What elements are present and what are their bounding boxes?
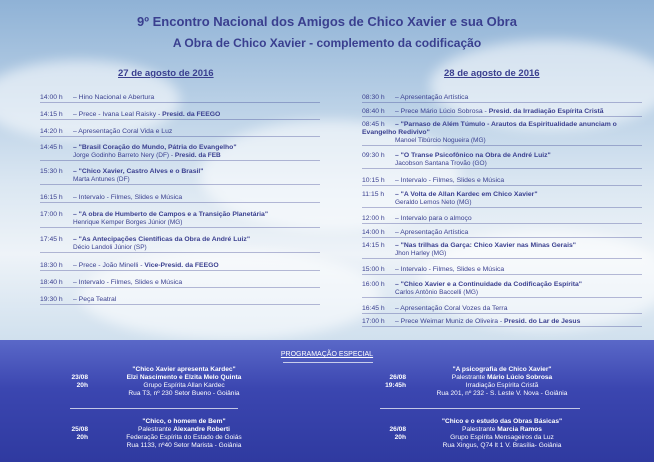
speaker-prefix: Palestrante: [462, 426, 498, 433]
schedule-row: [362, 281, 642, 298]
schedule-row: [362, 229, 642, 238]
schedule-time: 14:15 h: [362, 242, 385, 249]
speaker-prefix: Palestrante: [451, 374, 487, 381]
schedule-time: 14:00 h: [362, 229, 385, 236]
schedule-text: – Apresentação Artística: [395, 94, 469, 101]
schedule-highlight: – "As Antecipações Científicas da Obra de André Luiz": [73, 236, 251, 243]
schedule-time: 08:45 h: [362, 121, 385, 128]
schedule-row: [40, 262, 320, 271]
schedule-time: 14:20 h: [40, 128, 63, 135]
schedule-row: [40, 211, 320, 228]
schedule-time: 14:45 h: [40, 144, 63, 151]
schedule-highlight: – "Chico Xavier e a Continuidade da Codificação Espírita": [395, 281, 582, 288]
schedule-text: – Apresentação Coral Vida e Luz: [73, 128, 173, 135]
schedule-time: 19:30 h: [40, 296, 63, 303]
event-time: 20h: [394, 434, 406, 441]
schedule-row: [40, 194, 320, 203]
schedule-row: [362, 305, 642, 314]
schedule-row: [40, 94, 320, 103]
schedule-row: [362, 215, 642, 224]
schedule-row: [40, 296, 320, 305]
event-date: 26/08: [389, 374, 406, 381]
special-event: [378, 366, 598, 406]
title-divider: [283, 362, 373, 363]
event-date: 23/08: [71, 374, 88, 381]
speaker-name: Carlos Antônio Baccelli (MG): [395, 289, 479, 296]
event-details: [94, 418, 274, 450]
event-address: Rua 201, nº 232 - S. Leste V. Nova - Goiânia: [436, 390, 568, 397]
event-datetime: [378, 374, 406, 390]
schedule-time: 10:15 h: [362, 177, 385, 184]
schedule-time: 15:00 h: [362, 266, 385, 273]
event-speaker: [94, 374, 274, 382]
event-time: 19:45h: [385, 382, 406, 389]
event-details: [412, 418, 592, 450]
event-time: 20h: [76, 434, 88, 441]
schedule-row: [362, 191, 642, 208]
schedule-time: 15:30 h: [40, 168, 63, 175]
schedule-row: [362, 177, 642, 186]
schedule-text: – Apresentação Coral Vozes da Terra: [395, 305, 508, 312]
schedule-time: 17:45 h: [40, 236, 63, 243]
event-venue: Grupo Espírita Mensageiros da Luz: [450, 434, 554, 441]
event-venue: Federação Espírita do Estado de Goiás: [126, 434, 242, 441]
speaker-name: Marcia Ramos: [497, 426, 542, 433]
schedule-speaker: [362, 199, 642, 207]
event-venue: Irradiação Espírita Cristã: [465, 382, 539, 389]
speaker-name: Jorge Godinho Barreto Nery (DF) -: [73, 152, 175, 159]
event-speaker: [94, 426, 274, 434]
schedule-time: 16:45 h: [362, 305, 385, 312]
schedule-row: [40, 144, 320, 161]
schedule-speaker: [362, 289, 642, 297]
schedule-highlight: Presid. da Irradiação Espírita Cristã: [488, 108, 604, 115]
schedule-speaker: [362, 137, 642, 145]
schedule-speaker: [40, 244, 320, 252]
schedule-row: [40, 279, 320, 288]
event-subtitle: A Obra de Chico Xavier - complemento da codificação: [172, 36, 482, 50]
event-date: 26/08: [389, 426, 406, 433]
speaker-name: Mário Lúcio Sobrosa: [486, 374, 553, 381]
event-time: 20h: [76, 382, 88, 389]
event-datetime: [60, 426, 88, 442]
special-event: [60, 366, 280, 406]
speaker-name: Alexandre Roberti: [173, 426, 230, 433]
schedule-row: [40, 128, 320, 137]
speaker-role: Presid. da FEB: [174, 152, 221, 159]
event-venue: Grupo Espírita Allan Kardec: [143, 382, 225, 389]
event-datetime: [60, 374, 88, 390]
schedule-time: 08:40 h: [362, 108, 385, 115]
schedule-speaker: [40, 219, 320, 227]
schedule-time: 17:00 h: [362, 318, 385, 325]
event-divider: [380, 408, 580, 409]
schedule-row: [362, 242, 642, 259]
schedule-time: 17:00 h: [40, 211, 63, 218]
schedule-text: – Intervalo para o almoço: [395, 215, 472, 222]
event-divider: [70, 408, 238, 409]
schedule-time: 16:15 h: [40, 194, 63, 201]
speaker-prefix: Palestrante: [138, 426, 174, 433]
schedule-time: 09:30 h: [362, 152, 385, 159]
speaker-name: Geraldo Lemos Neto (MG): [395, 199, 472, 206]
speaker-name: Henrique Kemper Borges Júnior (MG): [73, 219, 183, 226]
event-address: Rua 1133, nº40 Setor Marista - Goiânia: [126, 442, 242, 449]
event-date: 25/08: [71, 426, 88, 433]
schedule-row: [362, 318, 642, 327]
event-title: "A psicografia de Chico Xavier": [452, 366, 552, 373]
schedule-time: 18:30 h: [40, 262, 63, 269]
schedule-text: – Prece - Ivana Leal Raisky -: [73, 111, 163, 118]
event-address: Rua Xingus, Q74 lt 1 V. Brasília- Goiânia: [442, 442, 562, 449]
schedule-highlight: – "Chico Xavier, Castro Alves e o Brasil": [73, 168, 204, 175]
schedule-highlight: – "O Transe Psicofônico na Obra de André Luiz": [395, 152, 551, 159]
schedule-text: – Intervalo - Filmes, Slides e Música: [73, 279, 183, 286]
schedule-text: – Intervalo - Filmes, Slides e Música: [73, 194, 183, 201]
schedule-row: [362, 266, 642, 275]
event-title: "Chico, o homem de Bem": [142, 418, 226, 425]
schedule-highlight: – "A obra de Humberto de Campos e a Transição Planetária": [73, 211, 269, 218]
schedule-text: – Intervalo - Filmes, Slides e Música: [395, 266, 505, 273]
event-details: [94, 366, 274, 398]
speaker-name: Marta Antunes (DF): [73, 176, 130, 183]
schedule-highlight: – "Brasil Coração do Mundo, Pátria do Evangelho": [73, 144, 237, 151]
schedule-speaker: [40, 176, 320, 184]
speaker-name: Jacobson Santana Trovão (GO): [395, 160, 487, 167]
schedule-highlight: – "Parnaso de Além Túmulo - Arautos da Espiritualidade anunciam o Evangelho Redivivo": [362, 121, 617, 136]
schedule-speaker: [362, 250, 642, 258]
schedule-time: 12:00 h: [362, 215, 385, 222]
event-title: "Chico Xavier apresenta Kardec": [132, 366, 236, 373]
schedule-row: [40, 168, 320, 185]
schedule-text: – Prece Mário Lúcio Sobrosa -: [395, 108, 489, 115]
schedule-row: [362, 121, 642, 146]
event-title: "Chico e o estudo das Obras Básicas": [441, 418, 563, 425]
schedule-row: [362, 94, 642, 103]
event-address: Rua T3, nº 230 Setor Bueno - Goiânia: [128, 390, 240, 397]
event-speaker: [412, 374, 592, 382]
speaker-name: Décio Landoli Júnior (SP): [73, 244, 147, 251]
schedule-time: 08:30 h: [362, 94, 385, 101]
schedule-text: – Prece - João Minelli -: [73, 262, 145, 269]
speaker-names: Elzi Nascimento e Elzita Melo Quinta: [126, 374, 242, 381]
schedule-time: 18:40 h: [40, 279, 63, 286]
schedule-speaker: [40, 152, 320, 160]
event-speaker: [412, 426, 592, 434]
day2-date: 28 de agosto de 2016: [444, 68, 540, 79]
speaker-name: Jhon Harley (MG): [395, 250, 447, 257]
schedule-row: [362, 108, 642, 117]
schedule-row: [362, 152, 642, 169]
event-title: 9º Encontro Nacional dos Amigos de Chico Xavier e sua Obra: [137, 14, 517, 29]
schedule-text: – Peça Teatral: [73, 296, 117, 303]
day1-date: 27 de agosto de 2016: [118, 68, 214, 79]
schedule-highlight: – "Nas trilhas da Garça: Chico Xavier nas Minas Gerais": [395, 242, 576, 249]
schedule-text: – Apresentação Artística: [395, 229, 469, 236]
schedule-row: [40, 111, 320, 120]
event-datetime: [378, 426, 406, 442]
schedule-text: – Intervalo - Filmes, Slides e Música: [395, 177, 505, 184]
special-program-title: PROGRAMAÇÃO ESPECIAL: [280, 351, 374, 358]
special-event: [378, 418, 598, 458]
schedule-time: 11:15 h: [362, 191, 385, 198]
schedule-highlight: Presid. da FEEGO: [162, 111, 221, 118]
schedule-highlight: Vice-Presid. da FEEGO: [144, 262, 219, 269]
schedule-time: 16:00 h: [362, 281, 385, 288]
schedule-highlight: Presid. do Lar de Jesus: [504, 318, 581, 325]
schedule-time: 14:15 h: [40, 111, 63, 118]
schedule-row: [40, 236, 320, 253]
event-details: [412, 366, 592, 398]
schedule-text: – Prece Weimar Muniz de Oliveira -: [395, 318, 505, 325]
special-event: [60, 418, 280, 458]
schedule-time: 14:00 h: [40, 94, 63, 101]
schedule-highlight: – "A Volta de Allan Kardec em Chico Xavier": [395, 191, 538, 198]
schedule-text: – Hino Nacional e Abertura: [73, 94, 155, 101]
schedule-speaker: [362, 160, 642, 168]
speaker-name: Manoel Tibúrcio Nogueira (MG): [395, 137, 486, 144]
